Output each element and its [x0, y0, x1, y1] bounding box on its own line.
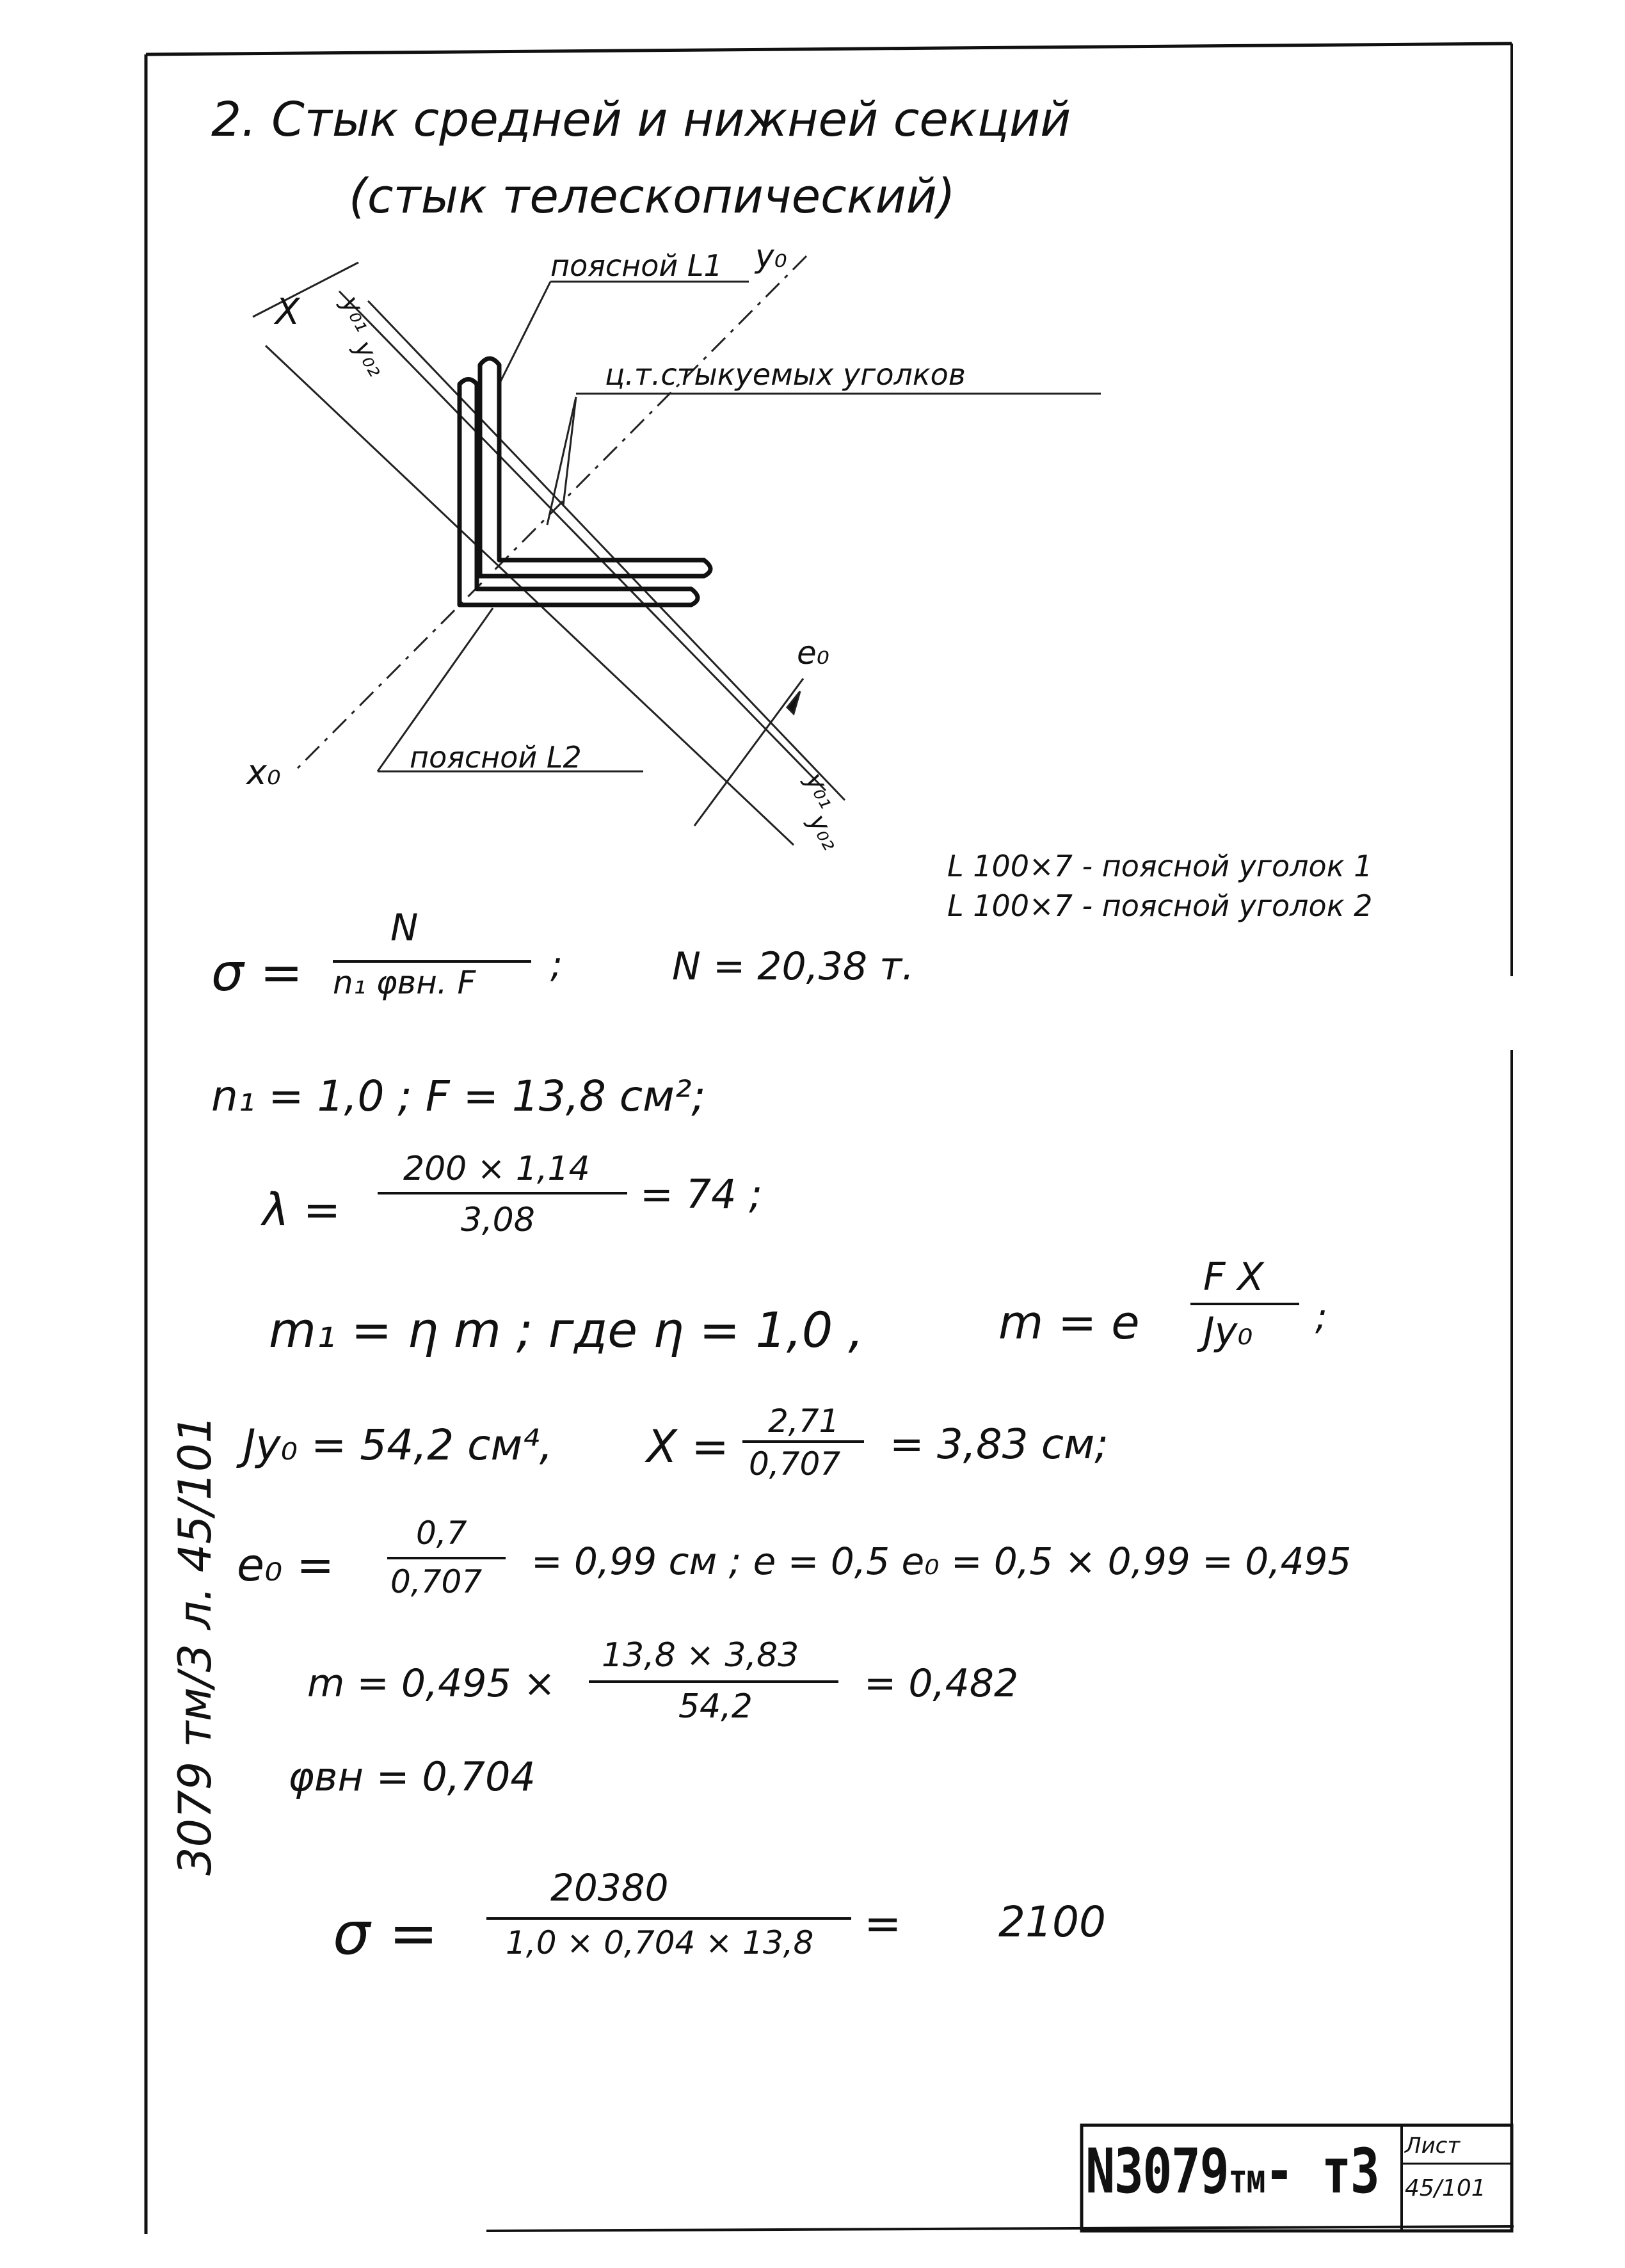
formula-3-lhs: λ =: [262, 1184, 341, 1236]
dim-x-label: X: [275, 291, 300, 333]
formula-7-fraction-bar: [589, 1680, 838, 1683]
section-title: 2. Стык средней и нижней секций: [211, 92, 1071, 147]
formula-3-numerator: 200 × 1,14: [403, 1150, 590, 1188]
formula-9-lhs: σ =: [333, 1899, 438, 1968]
axis-y02-bottom-label: y₀₂: [803, 809, 846, 855]
formula-1-force: N = 20,38 т.: [672, 944, 915, 989]
formula-5-x-lhs: X =: [646, 1420, 729, 1473]
document-code: [1085, 2135, 1379, 2207]
formula-4-m-lhs: m = e: [998, 1296, 1140, 1349]
formula-8: φвн = 0,704: [288, 1753, 536, 1800]
title-block-content: [1082, 2125, 1498, 2234]
formula-5-result: = 3,83 см;: [890, 1421, 1109, 1468]
leader-centroid-2: [563, 397, 576, 506]
formula-7-result: = 0,482: [864, 1661, 1019, 1706]
formula-5-denominator: 0,707: [749, 1445, 841, 1483]
sheet-number: 45/101: [1405, 2175, 1486, 2201]
formula-4-separator: ;: [1315, 1296, 1327, 1338]
formula-9-numerator: 20380: [550, 1866, 669, 1910]
formula-4-denominator: Jy₀: [1203, 1309, 1253, 1354]
axis-x0-label: x₀: [246, 752, 281, 792]
formula-9-denominator: 1,0 × 0,704 × 13,8: [506, 1924, 814, 1961]
angle-L2: [460, 380, 698, 606]
document-code-number: N3079: [1085, 2135, 1229, 2207]
formula-5-moment: Jy₀ = 54,2 см⁴,: [243, 1420, 553, 1470]
formula-1-fraction-bar: [333, 960, 531, 963]
axis-y01-bottom-label: y₀₁: [799, 768, 843, 814]
formula-1-lhs: σ =: [211, 943, 303, 1002]
formula-5-numerator: 2,71: [768, 1403, 840, 1440]
formula-2: n₁ = 1,0 ; F = 13,8 см²;: [211, 1072, 706, 1121]
formula-7-denominator: 54,2: [678, 1687, 753, 1726]
dim-e0-arrow: [787, 691, 800, 714]
formula-1-separator: ;: [550, 944, 563, 986]
spec-angle-2: L 100×7 - поясной уголок 2: [947, 889, 1373, 923]
document-code-series: тм: [1228, 2155, 1265, 2202]
axis-y02-top-label: y₀₂: [348, 335, 392, 382]
formula-4-numerator: F X: [1203, 1255, 1264, 1299]
formula-6-numerator: 0,7: [416, 1515, 467, 1552]
formula-4-fraction-bar: [1190, 1303, 1299, 1305]
formula-9-fraction-bar: [486, 1917, 851, 1920]
formula-3-denominator: 3,08: [461, 1201, 535, 1239]
formula-7-numerator: 13,8 × 3,83: [602, 1636, 799, 1675]
formula-6-result: = 0,99 см ; e = 0,5 e₀ = 0,5 × 0,99 = 0,495: [531, 1540, 1352, 1583]
top-border: [146, 44, 1512, 54]
formula-6-fraction-bar: [387, 1557, 506, 1559]
formula-3-fraction-bar: [378, 1192, 627, 1194]
formula-6-denominator: 0,707: [390, 1563, 483, 1600]
formula-1-denominator: n₁ φвн. F: [333, 964, 476, 1001]
spec-angle-1: L 100×7 - поясной уголок 1: [947, 849, 1373, 883]
label-chord-2: поясной L2: [410, 740, 582, 775]
formula-4-relation: m₁ = η m ; где η = 1,0 ,: [269, 1301, 864, 1358]
formula-7-lhs: m = 0,495 ×: [307, 1661, 556, 1706]
formula-6-lhs: e₀ =: [237, 1539, 335, 1591]
formula-1-numerator: N: [390, 906, 419, 949]
formula-9-result: 2100: [998, 1897, 1106, 1947]
document-code-suffix: - т3: [1264, 2135, 1379, 2207]
section-subtitle: (стык телескопический): [349, 169, 956, 224]
margin-note: 3079 тм/3 л. 45/101: [169, 1415, 221, 1876]
formula-3-result: = 74 ;: [640, 1171, 763, 1218]
label-centroid: ц.т.стыкуемых уголков: [605, 357, 966, 392]
formula-5-fraction-bar: [742, 1440, 864, 1443]
dim-e0-label: e₀: [797, 634, 829, 672]
formula-9-equals: =: [864, 1897, 902, 1950]
axis-y01-top-label: y₀₁: [335, 291, 379, 337]
leader-chord1: [499, 282, 550, 384]
leader-centroid-1: [547, 397, 576, 525]
axis-y0-top-label: y₀: [755, 237, 787, 275]
sheet-label: Лист: [1405, 2133, 1461, 2159]
label-chord-1: поясной L1: [550, 248, 723, 283]
